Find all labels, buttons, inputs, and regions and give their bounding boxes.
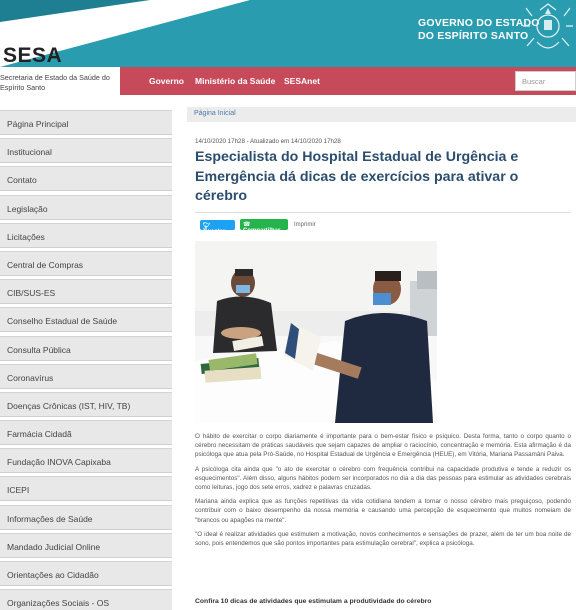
article-body	[195, 432, 571, 554]
article-paragraph: O hábito de exercitar o corpo diariamente é importante para o bem-estar físico e psíquico. Desta forma, tanto o corpo quanto o cérebro necessitam de práticas saudáveis que sejam capazes de ampliar o raciocínio, concentração e memória. Esta afirmação é da psicóloga que atua pela Pró-Saúde, no Hospital Estadual de Urgência e Emergência (HEUE), em Vitória, Mariana Passamâni Paiva.	[195, 433, 571, 459]
sidebar-item-coronavirus[interactable]: Coronavírus	[0, 364, 172, 389]
sidebar-item-informacoes-saude[interactable]: Informações de Saúde	[0, 505, 172, 530]
site-title[interactable]: SESA	[3, 44, 63, 67]
nav-sesanet[interactable]: SESAnet	[284, 76, 320, 86]
sidebar-item-fundacao-inova[interactable]: Fundação INOVA Capixaba	[0, 448, 172, 473]
header-wedge-dark	[0, 0, 150, 22]
tweet-label: Tweetar	[203, 228, 226, 235]
print-link[interactable]: Imprimir	[294, 222, 316, 228]
sidebar-menu	[0, 110, 172, 610]
site-subtitle: Secretaria de Estado da Saúde do Espírito Santo	[0, 73, 110, 92]
article-paragraph: Mariana ainda explica que as funções repetitivas da vida cotidiana tendem a tornar o nosso cérebro mais preguiçoso, podendo contribuir com o baixo desempenho da nossa memória e causando uma percepção de esquecimento que muitos nomeiam de "brancos ou apagões na mente".	[195, 498, 571, 524]
site-header	[0, 0, 576, 95]
title-divider	[195, 212, 571, 213]
article-paragraph: "O ideal é realizar atividades que estimulem a motivação, novos conhecimentos e sensações de prazer, além de ter um boa noite de sono, pois entendemos que são pontos importantes para estimulação cerebral", explica a psicóloga.	[195, 531, 571, 548]
state-coat-of-arms-icon[interactable]	[522, 2, 574, 58]
article-photo	[195, 241, 437, 423]
share-label: Compartilhar	[243, 228, 281, 234]
sidebar-item-institucional[interactable]: Institucional	[0, 138, 172, 163]
gov-line-2: DO ESPÍRITO SANTO	[418, 30, 529, 42]
sidebar-item-icepi[interactable]: ICEPI	[0, 476, 172, 501]
sidebar-item-conselho[interactable]: Conselho Estadual de Saúde	[0, 307, 172, 332]
sidebar-item-mandado-judicial[interactable]: Mandado Judicial Online	[0, 533, 172, 558]
gov-line-1: GOVERNO DO ESTADO	[418, 17, 540, 29]
sidebar-item-cib-sus[interactable]: CIB/SUS-ES	[0, 279, 172, 304]
article-paragraph: A psicóloga cita ainda que "o ato de exercitar o cérebro com frequência contribui na capacidade produtiva e tende a reduzir os esquecimentos". Além disso, alguns hábitos podem ser incorporados no dia a dia das pessoas para estimular as atividades cerebrais como leituras, jogo dos sete erros, xadrez e palavras cruzadas.	[195, 465, 571, 491]
twitter-icon: 🐦︎	[203, 222, 211, 229]
sidebar-item-consulta-publica[interactable]: Consulta Pública	[0, 336, 172, 361]
sidebar-item-orientacoes[interactable]: Orientações ao Cidadão	[0, 561, 172, 586]
sidebar-item-legislacao[interactable]: Legislação	[0, 195, 172, 220]
nav-ministerio-saude[interactable]: Ministério da Saúde	[195, 76, 276, 86]
sidebar-item-farmacia-cidada[interactable]: Farmácia Cidadã	[0, 420, 172, 445]
sidebar-item-doencas-cronicas[interactable]: Doenças Crônicas (IST, HIV, TB)	[0, 392, 172, 417]
sidebar-item-contato[interactable]: Contato	[0, 166, 172, 191]
sidebar-item-organizacoes-sociais[interactable]: Organizações Sociais - OS	[0, 589, 172, 610]
breadcrumb	[187, 107, 576, 122]
nav-governo[interactable]: Governo	[149, 76, 184, 86]
sidebar-item-pagina-principal[interactable]: Página Principal	[0, 110, 172, 135]
whatsapp-icon: ☎	[243, 222, 251, 228]
breadcrumb-home-link[interactable]: Página Inicial	[194, 110, 236, 117]
article-meta: 14/10/2020 17h28 - Atualizado em 14/10/2020 17h28	[195, 138, 341, 145]
top-navbar	[120, 67, 576, 95]
search-input[interactable]: Buscar	[515, 71, 576, 91]
share-button[interactable]	[240, 219, 288, 234]
sidebar-item-central-compras[interactable]: Central de Compras	[0, 251, 172, 276]
tweet-button[interactable]	[200, 220, 235, 235]
sidebar-item-licitacoes[interactable]: Licitações	[0, 223, 172, 248]
article-title: Especialista do Hospital Estadual de Urgência e Emergência dá dicas de exercícios para ativar o cérebro	[195, 149, 519, 204]
article-subheading: Confira 10 dicas de atividades que estimulam a produtividade do cérebro	[195, 598, 432, 605]
